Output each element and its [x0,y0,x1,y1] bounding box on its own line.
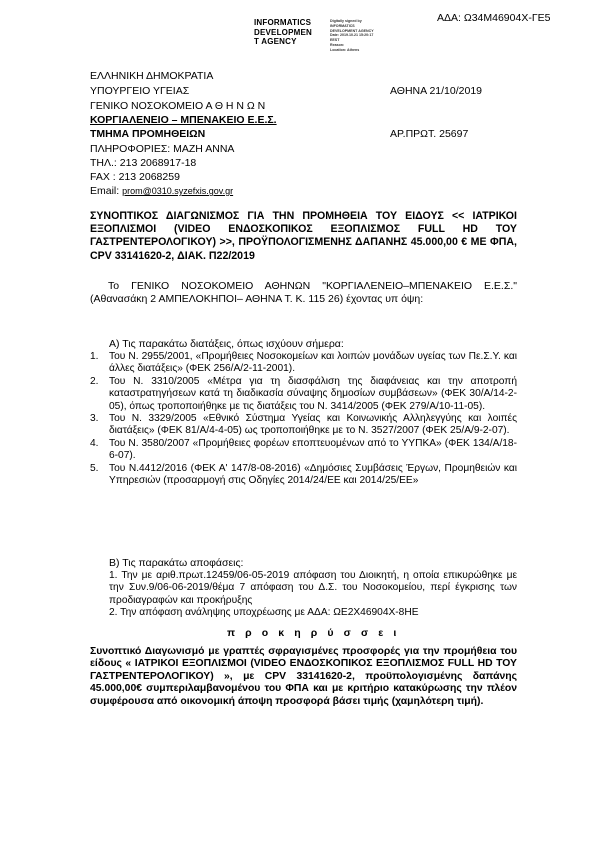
header-ministry: ΥΠΟΥΡΓΕΙΟ ΥΓΕΙΑΣ [90,85,190,97]
ada-code: ΑΔΑ: Ω34Μ46904Χ-ΓΕ5 [437,12,551,24]
logo-signature-details [330,19,374,53]
header-fax: FAX : 213 2068259 [90,171,180,183]
law-text: Του Ν. 3329/2005 «Εθνικό Σύστημα Υγείας και Κοινωνικής Αλληλεγγύης και λοιπές διατάξεις» (ΦΕΚ 81/Α/4-4-05) ως τροποποιήθηκε με το Ν. 3527/2007 (ΦΕΚ 25/Α/9-2-07). [109,413,517,437]
header-hospital: ΓΕΝΙΚΟ ΝΟΣΟΚΟΜΕΙΟ Α Θ Η Ν Ω Ν [90,100,266,112]
intro-text: Το ΓΕΝΙΚΟ ΝΟΣΟΚΟΜΕΙΟ ΑΘΗΝΩΝ "ΚΟΡΓΙΑΛΕΝΕΙΟ–ΜΠΕΝΑΚΕΙΟ Ε.Ε.Σ." (Αθανασάκη 2 ΑΜΠΕΛΟΚΗΠΟΙ– ΑΘΗΝΑ Τ. Κ. 115 26) έχοντας υπ όψη: [90,280,517,306]
law-item [90,463,517,488]
logo-line-2: DEVELOPMEN [254,27,313,37]
logo-text [254,18,312,47]
decisions-list [109,570,517,620]
logo-line-3: T AGENCY [254,37,297,46]
law-number: 3. [90,413,99,425]
logo-detail: Reason: [330,42,345,47]
proclaim-heading: π ρ ο κ η ρ ύ σ σ ε ι [227,627,400,639]
header-hospital-name: ΚΟΡΓΙΑΛΕΝΕΙΟ – ΜΠΕΝΑΚΕΙΟ Ε.Ε.Σ. [90,114,277,126]
law-number: 2. [90,375,99,387]
logo-detail: EEST [330,38,340,43]
logo-detail: Date: 2019.10.21 15:20:17 [330,33,374,38]
email-label: Email: [90,185,123,197]
law-text: Του Ν. 3310/2005 «Μέτρα για τη διασφάλιση της διαφάνειας και την αποτροπή καταστρατηγήσεων κατά τη διαδικασία σύναψης δημοσίων συμβάσεων» (ΦΕΚ 30/Α/14-2-05), όπως τροποποιήθηκε με τις διατάξεις του Ν. 3414/2005 (ΦΕΚ 279/Α/10-11-05). [109,375,517,412]
intro-paragraph [90,280,517,306]
title-text: ΣΥΝΟΠΤΙΚΟΣ ΔΙΑΓΩΝΙΣΜΟΣ ΓΙΑ ΤΗΝ ΠΡΟΜΗΘΕΙΑ ΤΟΥ ΕΙΔΟΥΣ << ΙΑΤΡΙΚΟΙ ΕΞΟΠΛΙΣΜΟΙ (VIDEO ΕΝΔΟΣΚΟΠΙΚΟΣ ΕΞΟΠΛΙΣΜΟΣ FULL HD ΤΟΥ ΓΑΣΤΡΕΝΤΕΡΟΛΟΓΙΚΟΥ) >>, ΠΡΟΫΠΟΛΟΓΙΣΜΕΝΗΣ ΔΑΠΑΝΗΣ 45.000,00 € ΜΕ ΦΠΑ, CPV 33141620-2, ΔΙΑΚ. Π22/2019 [90,210,517,262]
law-text: Του Ν.4412/2016 (ΦΕΚ Α' 147/8-08-2016) «Δημόσιες Συμβάσεις Έργων, Προμηθειών και Υπηρεσιών (προσαρμογή στις Οδηγίες 2014/24/ΕΕ και 2014/25/ΕΕ» [109,462,517,487]
header-department: ΤΜΗΜΑ ΠΡΟΜΗΘΕΙΩΝ [90,128,206,140]
law-number: 4. [90,437,99,449]
logo-detail: INFORMATICS [330,23,355,28]
final-paragraph [90,646,517,708]
header-email-line [90,185,233,198]
header-info: ΠΛΗΡΟΦΟΡΙΕΣ: ΜΑΖΗ ΑΝΝΑ [90,143,235,155]
law-number: 1. [90,351,99,362]
header-phone: ΤΗΛ.: 213 2068917-18 [90,157,197,169]
header-protocol: ΑΡ.ΠΡΩΤ. 25697 [390,128,469,140]
section-b-heading: Β) Τις παρακάτω αποφάσεις: [109,557,244,569]
law-item [90,376,517,413]
document-title [90,210,517,263]
logo-detail: Digitally signed by [330,19,362,23]
logo-line-1: INFORMATICS [254,18,312,27]
email-link[interactable]: prom@0310.syzefxis.gov.gr [122,186,234,196]
law-item [90,351,517,376]
law-text: Του Ν. 3580/2007 «Προμήθειες φορέων εποπτευομένων από το ΥΥΠΚΑ» (ΦΕΚ 134/Α/18-6-07). [109,437,517,462]
logo-detail: DEVELOPMENT AGENCY [330,28,374,33]
decision-item: 1. Την με αριθ.πρωτ.12459/06-05-2019 απόφαση του Διοικητή, η οποία επικυρώθηκε με την Συν.9/06-06-2019/θέμα 7 απόφαση του Δ.Σ. του Νοσοκομείου, περί έγκρισης των προδιαγραφών και προκήρυξης [109,570,517,606]
law-item [90,413,517,438]
final-text: Συνοπτικό Διαγωνισμό με γραπτές σφραγισμένες προσφορές για την προμήθεια του είδους « ΙΑΤΡΙΚΟΙ ΕΞΟΠΛΙΣΜΟΙ (VIDEO ΕΝΔΟΣΚΟΠΙΚΟΣ ΕΞΟΠΛΙΣΜΟΣ FULL HD ΤΟΥ ΓΑΣΤΡΕΝΤΕΡΟΛΟΓΙΚΟΥ) », με CPV 33141620-2, προϋπολογισμένης δαπάνης 45.000,00€ συμπεριλαμβανομένου του ΦΠΑ και με κριτήριο κατακύρωσης την πλέον συμφέρουσα από οικονομική άποψη προσφορά βάσει τιμής (χαμηλότερη τιμή). [90,646,517,707]
header-date: ΑΘΗΝΑ 21/10/2019 [390,85,483,97]
logo-detail: Location: Athens [330,47,360,52]
law-text: Του Ν. 2955/2001, «Προμήθειες Νοσοκομείων και λοιπών μονάδων υγείας των Πε.Σ.Υ. και άλλες διατάξεις» (ΦΕΚ 256/Α/2-11-2001). [109,351,517,375]
law-item [90,438,517,463]
signature-logo [254,18,384,52]
section-a-heading: Α) Τις παρακάτω διατάξεις, όπως ισχύουν σήμερα: [109,338,344,350]
laws-list [90,351,517,487]
law-number: 5. [90,462,99,474]
decision-item: 2. Την απόφαση ανάληψης υποχρέωσης με ΑΔΑ: ΩΕ2Χ46904Χ-8ΗΕ [109,607,419,619]
header-country: ΕΛΛΗΝΙΚΗ ΔΗΜΟΚΡΑΤΙΑ [90,70,214,82]
